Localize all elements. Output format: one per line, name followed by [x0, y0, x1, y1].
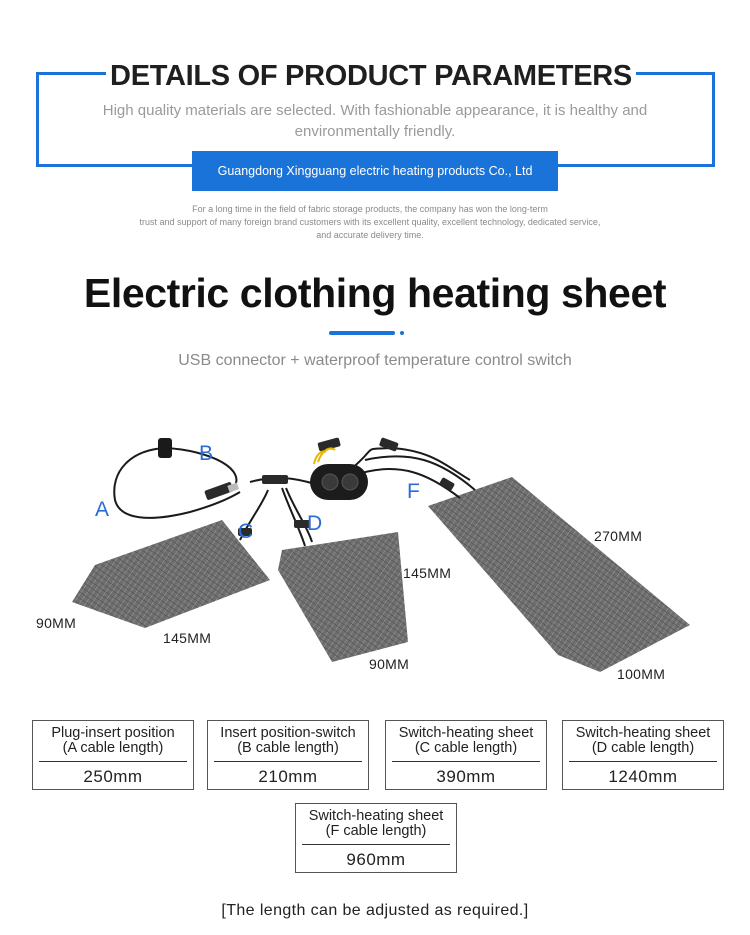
dim-large-height: 270MM [594, 528, 643, 544]
param-divider [569, 761, 717, 762]
param-value: 210mm [258, 767, 318, 786]
page-title: DETAILS OF PRODUCT PARAMETERS [106, 58, 636, 94]
param-label-line1: Plug-insert position [51, 725, 175, 741]
param-label [386, 726, 546, 756]
param-b-cable [207, 720, 369, 790]
switch-button-left [322, 474, 338, 490]
param-label [33, 726, 193, 756]
large-heating-sheet [428, 477, 690, 672]
product-illustration [0, 420, 750, 710]
label-b: B [199, 442, 214, 465]
param-label [296, 809, 456, 839]
param-value: 390mm [436, 767, 496, 786]
intro-line2: trust and support of many foreign brand customers with its excellent quality, excellent technology, dedicated service, [139, 217, 601, 227]
param-value: 960mm [346, 850, 406, 869]
param-label-line2: (A cable length) [62, 740, 164, 756]
param-d-cable [562, 720, 724, 790]
company-banner: Guangdong Xingguang electric heating products Co., Ltd [192, 151, 558, 191]
param-f-cable [295, 803, 457, 873]
cable-clip [158, 438, 172, 458]
param-label [208, 726, 368, 756]
param-label-line1: Insert position-switch [220, 725, 356, 741]
param-label-line2: (F cable length) [325, 823, 427, 839]
param-value: 1240mm [608, 767, 678, 786]
param-a-cable [32, 720, 194, 790]
adjustment-note: [The length can be adjusted as required.] [221, 902, 529, 919]
switch-button-right [342, 474, 358, 490]
accent-dot [400, 331, 404, 335]
product-title: Electric clothing heating sheet [83, 270, 667, 316]
param-label-line1: Switch-heating sheet [575, 725, 711, 741]
dim-mid-width: 90MM [369, 656, 410, 672]
label-f: F [407, 480, 420, 503]
param-label-line2: (B cable length) [237, 740, 339, 756]
param-value: 250mm [83, 767, 143, 786]
dim-small-width: 145MM [163, 630, 212, 646]
label-d: D [307, 512, 323, 535]
param-divider [39, 761, 187, 762]
param-divider [302, 844, 450, 845]
header-subtitle-line1: High quality materials are selected. With fashionable appearance, it is healthy and [102, 102, 648, 119]
param-divider [214, 761, 362, 762]
company-intro [100, 203, 640, 242]
product-subtitle: USB connector + waterproof temperature control switch [178, 352, 572, 369]
medium-heating-sheet [278, 532, 408, 662]
param-label-line1: Switch-heating sheet [398, 725, 534, 741]
dim-mid-height: 145MM [403, 565, 452, 581]
param-label-line2: (C cable length) [414, 740, 518, 756]
dim-small-height: 90MM [36, 615, 77, 631]
temperature-switch [310, 464, 368, 500]
label-c: C [238, 520, 254, 543]
param-label [563, 726, 723, 756]
intro-line3: and accurate delivery time. [316, 230, 424, 240]
dim-large-width: 100MM [617, 666, 666, 682]
header-subtitle-line2: environmentally friendly. [294, 123, 456, 140]
header-subtitle [70, 100, 680, 142]
connector [262, 475, 288, 484]
param-label-line1: Switch-heating sheet [308, 808, 444, 824]
param-divider [392, 761, 540, 762]
label-a: A [95, 498, 110, 521]
accent-bar [329, 331, 395, 335]
param-label-line2: (D cable length) [591, 740, 695, 756]
intro-line1: For a long time in the field of fabric storage products, the company has won the long-term [192, 204, 548, 214]
param-c-cable [385, 720, 547, 790]
